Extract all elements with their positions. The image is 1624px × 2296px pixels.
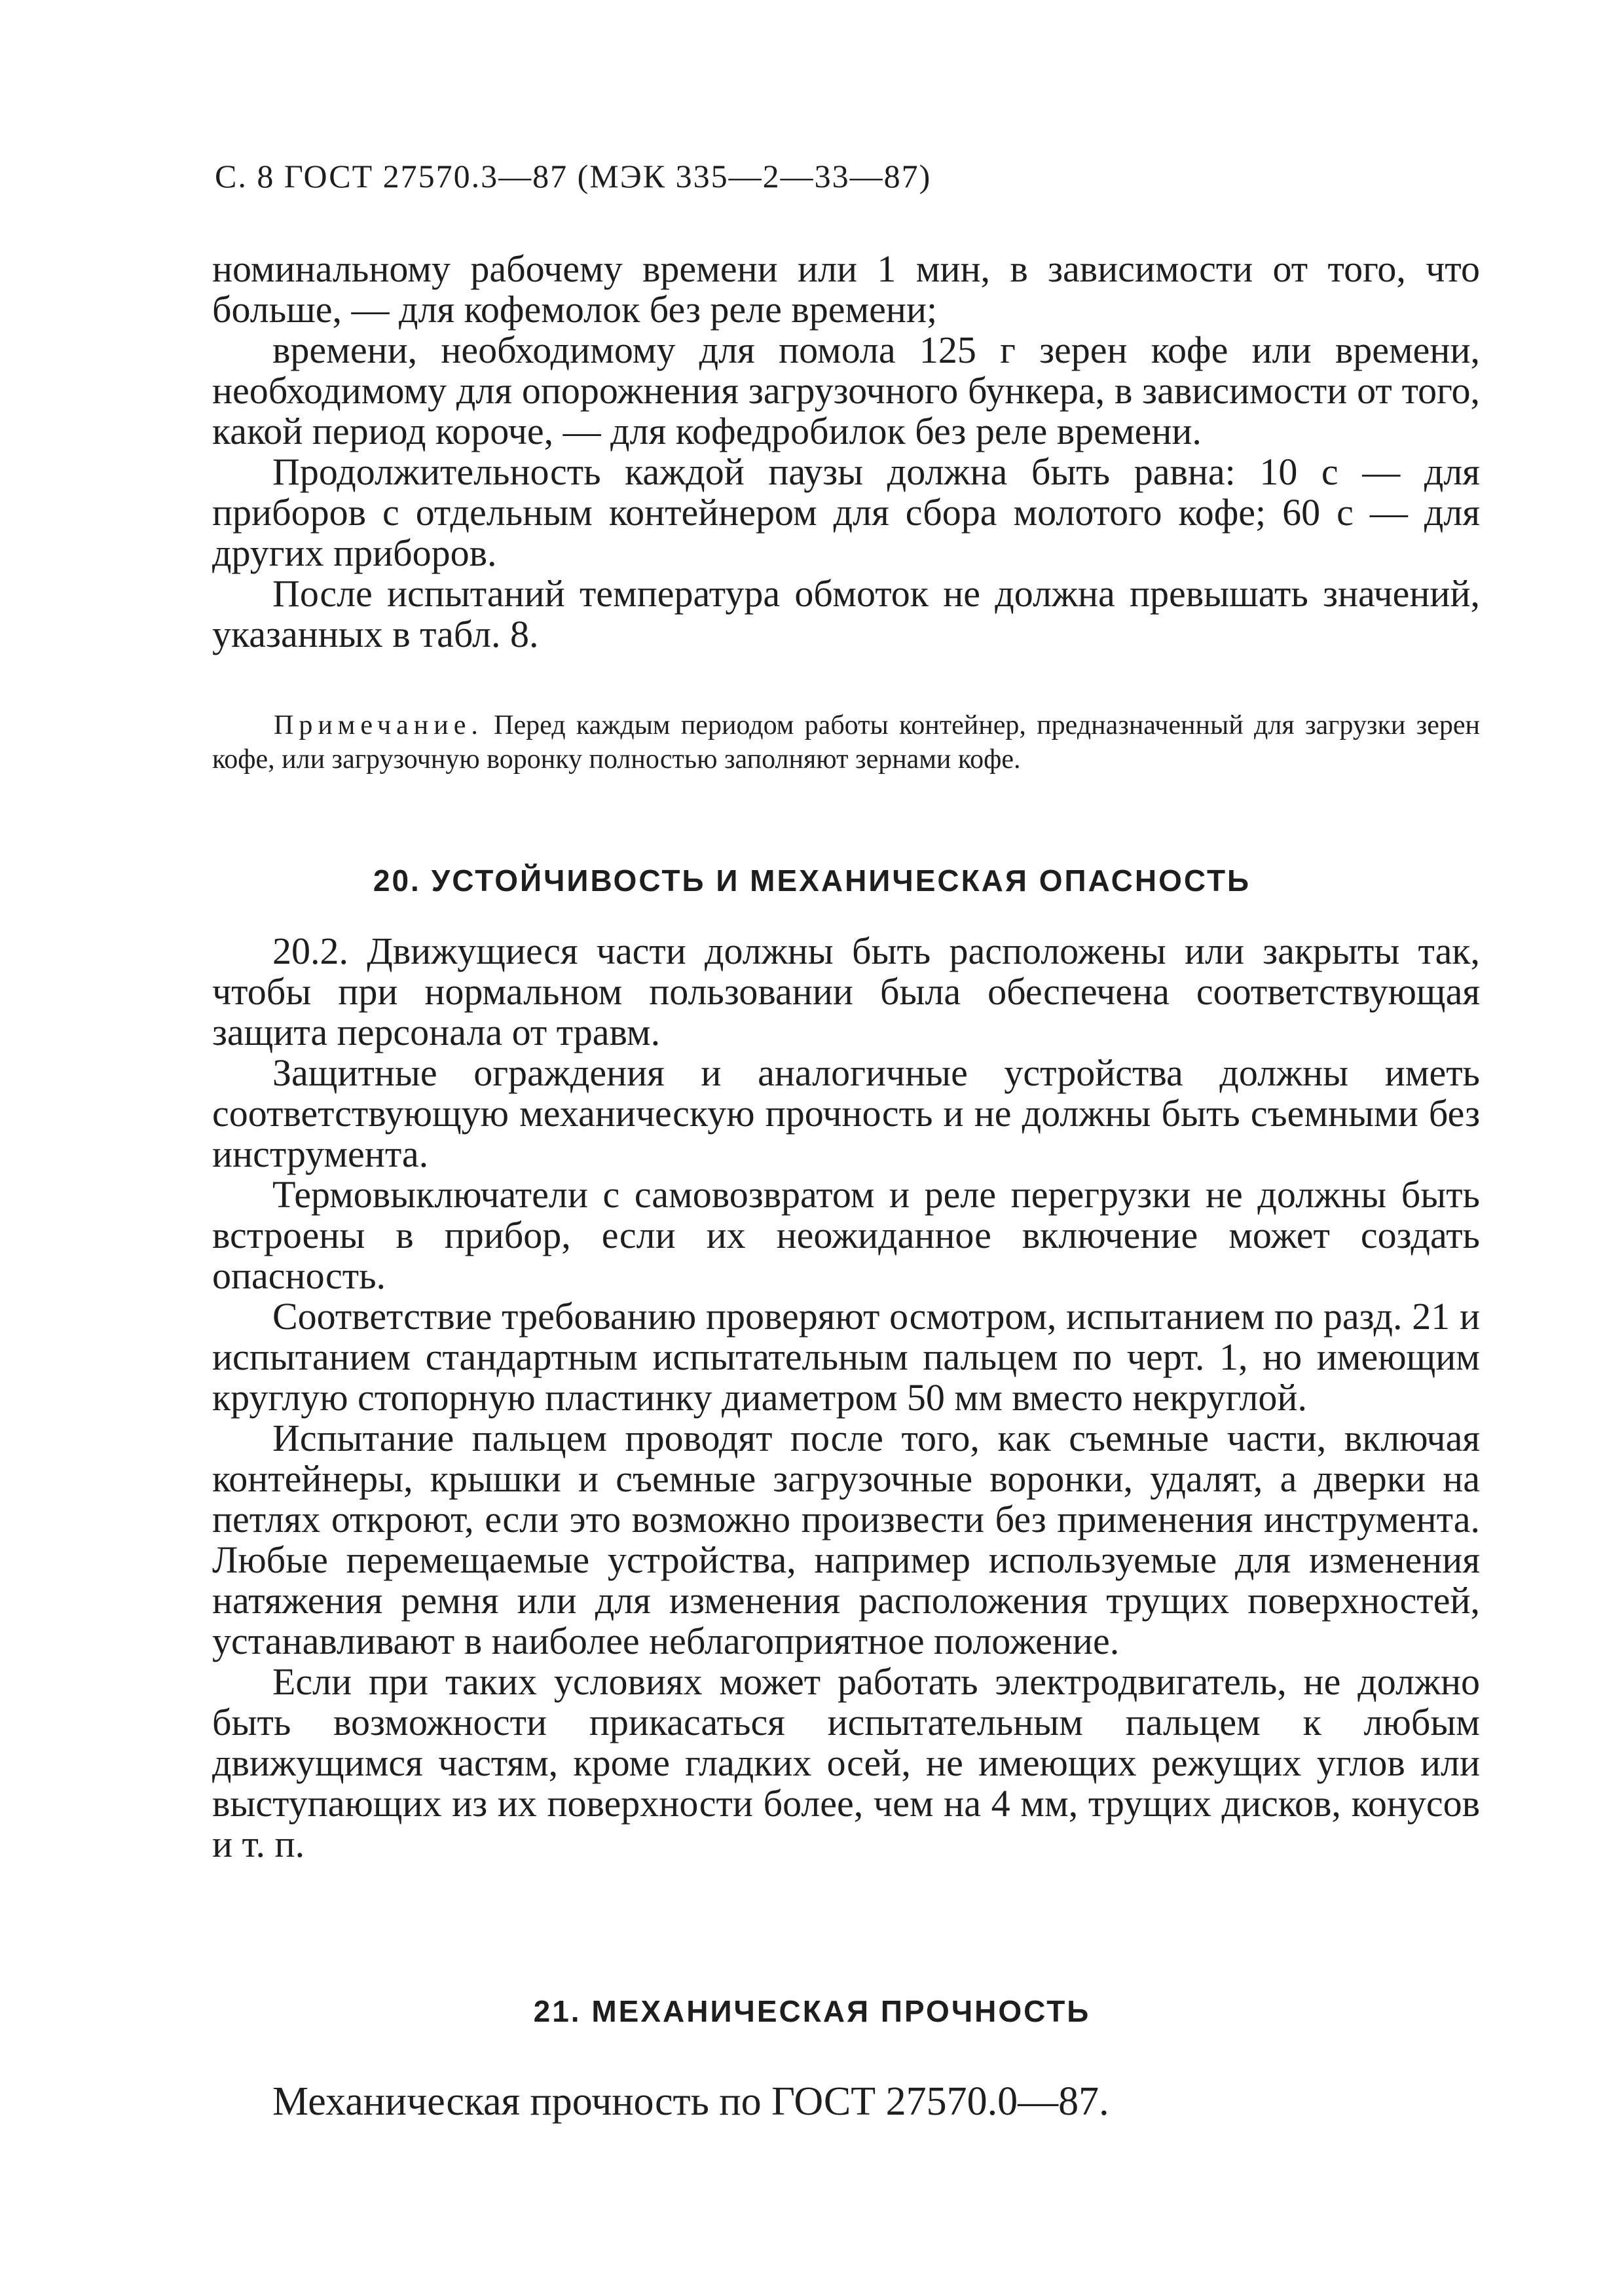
- note-label: Примечание.: [274, 710, 483, 740]
- section-21-text: Механическая прочность по ГОСТ 27570.0—87.: [272, 2079, 1109, 2124]
- paragraph-winding-temperature: После испытаний температура обмоток не должна превышать значений, указанных в табл. 8.: [212, 572, 1480, 655]
- paragraph-guards: Защитные ограждения и аналогичные устройства должны иметь соответствующую механическую прочность и не должны быть съемными без инструмента.: [212, 1051, 1480, 1175]
- note-block: [212, 708, 1480, 776]
- note-paragraph: [212, 708, 1480, 776]
- top-text-block: [212, 249, 1480, 655]
- running-header: С. 8 ГОСТ 27570.3—87 (МЭК 335—2—33—87): [215, 158, 932, 194]
- section-21-heading: 21. МЕХАНИЧЕСКАЯ ПРОЧНОСТЬ: [533, 1994, 1091, 2028]
- paragraph-grinding-time: времени, необходимому для помола 125 г зерен кофе или времени, необходимому для опорожнения загрузочного бункера, в зависимости от того, какой период короче, — для кофедробилок без реле времени.: [212, 329, 1480, 452]
- paragraph-thermal-cutouts: Термовыключатели с самовозвратом и реле перегрузки не должны быть встроены в прибор, если их неожиданное включение может создать опасность.: [212, 1173, 1480, 1297]
- paragraph-compliance-check: Соответствие требованию проверяют осмотром, испытанием по разд. 21 и испытанием стандартным испытательным пальцем по черт. 1, но имеющим круглую стопорную пластинку диаметром 50 мм вместо некруглой.: [212, 1295, 1480, 1419]
- section-20-body: [212, 931, 1480, 1865]
- paragraph-pause-duration: Продолжительность каждой паузы должна быть равна: 10 с — для приборов с отдельным контейнером для сбора молотого кофе; 60 с — для других приборов.: [212, 450, 1480, 574]
- paragraph-20-2: 20.2. Движущиеся части должны быть расположены или закрыты так, чтобы при нормальном пользовании была обеспечена соответствующая защита персонала от травм.: [212, 930, 1480, 1053]
- note-text: Перед каждым периодом работы контейнер, предназначенный для загрузки зерен кофе, или загрузочную воронку полностью заполняют зернами кофе.: [212, 710, 1480, 774]
- paragraph-motor-conditions: Если при таких условиях может работать электродвигатель, не должно быть возможности прикасаться испытательным пальцем к любым движущимся частям, кроме гладких осей, не имеющих режущих углов или выступающих из их поверхности более, чем на 4 мм, трущих дисков, конусов и т. п.: [212, 1660, 1480, 1865]
- section-20-heading: 20. УСТОЙЧИВОСТЬ И МЕХАНИЧЕСКАЯ ОПАСНОСТЬ: [373, 864, 1251, 898]
- paragraph-continuation: номинальному рабочему времени или 1 мин, в зависимости от того, что больше, — для кофемолок без реле времени;: [212, 247, 1480, 331]
- paragraph-finger-test: Испытание пальцем проводят после того, как съемные части, включая контейнеры, крышки и съемные загрузочные воронки, удалят, а дверки на петлях откроют, если это возможно произвести без применения инструмента. Любые перемещаемые устройства, например используемые для изменения натяжения ремня или для изменения расположения трущих поверхностей, устанавливают в наиболее неблагоприятное положение.: [212, 1417, 1480, 1662]
